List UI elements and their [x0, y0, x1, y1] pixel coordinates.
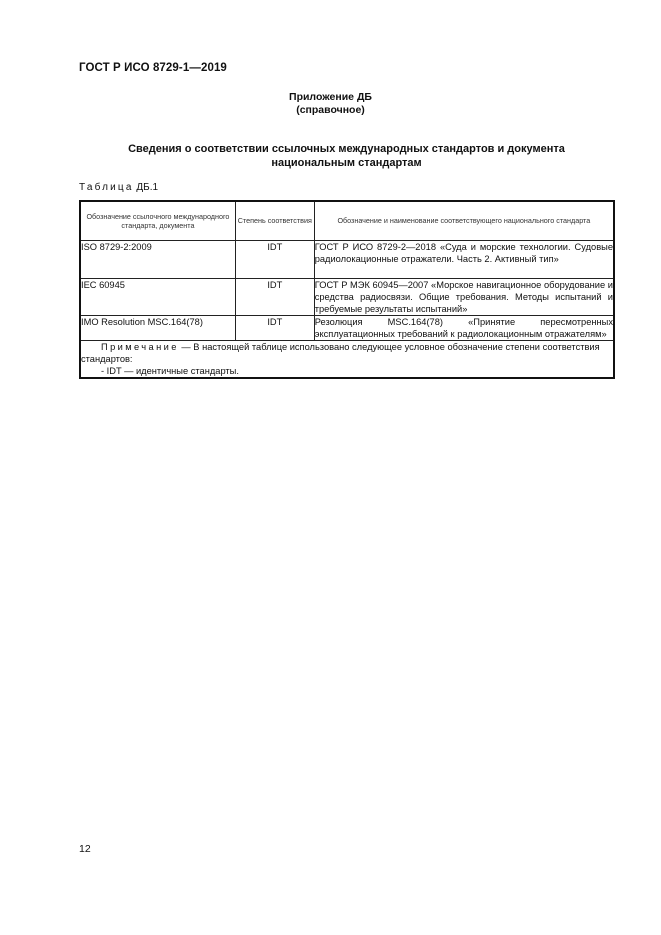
table-row [80, 241, 614, 279]
column-header-international: Обозначение ссылочного международного стандарта, документа [80, 201, 235, 241]
note-item: - IDT — идентичные стандарты. [101, 366, 239, 376]
table-caption-label: Таблица [79, 182, 134, 193]
section-heading-line-1: Сведения о соответствии ссылочных международных стандартов и документа [128, 143, 565, 155]
cell-degree: IDT [235, 279, 314, 316]
document-code: ГОСТ Р ИСО 8729-1—2019 [79, 62, 227, 74]
cell-international-standard: ISO 8729-2:2009 [80, 241, 235, 279]
table-row [80, 279, 614, 316]
note-text: — В настоящей таблице использовано следующее условное обозначение степени соответствия стандартов: [81, 342, 600, 364]
table-note [80, 341, 614, 379]
section-heading [100, 142, 593, 170]
section-heading-line-2: национальным стандартам [271, 157, 422, 169]
cell-national-standard: ГОСТ Р ИСО 8729-2—2018 «Суда и морские технологии. Судовые радиолокационные отражатели. Часть 2. Активный тип» [314, 241, 614, 279]
correspondence-table [79, 200, 615, 379]
table-caption [79, 182, 158, 193]
table-row [80, 316, 614, 341]
note-label: Примечание [101, 342, 179, 352]
table-caption-number: ДБ.1 [136, 182, 159, 193]
cell-national-standard: Резолюция MSC.164(78) «Принятие пересмотренных эксплуатационных требований к радиолокационным отражателям» [314, 317, 613, 339]
cell-degree: IDT [235, 316, 314, 341]
page-number: 12 [79, 843, 91, 855]
column-header-national: Обозначение и наименование соответствующего национального стандарта [314, 201, 614, 241]
appendix-subtitle: (справочное) [296, 104, 365, 116]
note-text-block [81, 341, 613, 365]
cell-international-standard: IEC 60945 [80, 279, 235, 316]
column-header-degree: Степень соответствия [235, 201, 314, 241]
cell-national-standard: ГОСТ Р МЭК 60945—2007 «Морское навигационное оборудование и средства радиосвязи. Общие требования. Методы испытаний и требуемые результаты испытаний» [314, 280, 613, 314]
appendix-title: Приложение ДБ [289, 91, 372, 103]
cell-international-standard: IMO Resolution MSC.164(78) [80, 316, 235, 341]
cell-degree: IDT [235, 241, 314, 279]
appendix-heading [0, 91, 661, 117]
table-header-row [80, 201, 614, 241]
table-note-row [80, 341, 614, 379]
